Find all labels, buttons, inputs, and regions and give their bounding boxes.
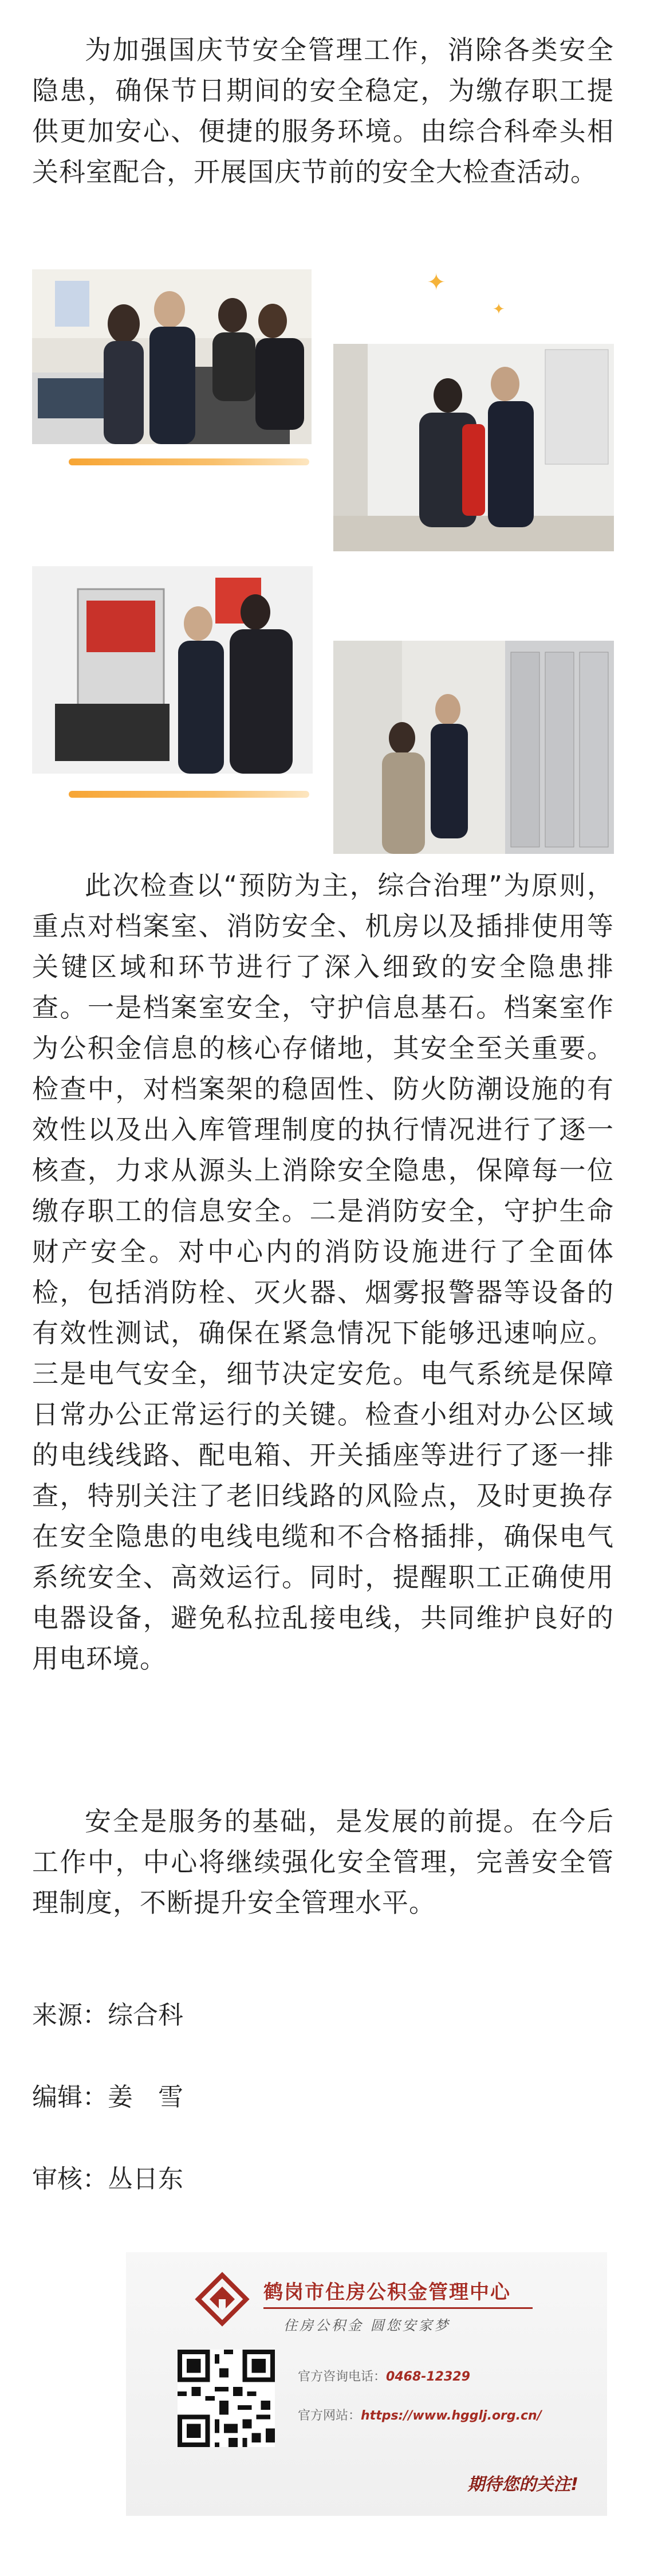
decor-bar	[69, 791, 309, 798]
sparkle-icon: ✦	[493, 301, 505, 318]
closing-paragraph: 安全是服务的基础，是发展的前提。在今后工作中，中心将继续强化安全管理，完善安全管理制度，不断提升安全管理水平。	[32, 1806, 614, 1918]
reviewer-line: 审核：丛日东	[32, 2165, 183, 2194]
sparkle-icon: ✦	[427, 269, 446, 296]
website-label: 官方网站：	[298, 2409, 361, 2423]
intro-paragraph: 为加强国庆节安全管理工作，消除各类安全隐患，确保节日期间的安全稳定，为缴存职工提供更加安心、便捷的服务环境。由综合科牵头相关科室配合，开展国庆节前的安全大检查活动。	[32, 34, 614, 187]
editor-line: 编辑：姜 雪	[32, 2083, 183, 2112]
org-name: 鹤岗市住房公积金管理中心	[263, 2281, 511, 2304]
qr-code-icon[interactable]	[178, 2350, 275, 2447]
website-line	[298, 2406, 542, 2424]
footer-card	[126, 2252, 607, 2516]
source-line: 来源：综合科	[32, 2001, 183, 2030]
photo-office-inspection	[32, 269, 312, 444]
photo-fire-extinguisher-check	[333, 344, 614, 551]
body-paragraph: 此次检查以“预防为主，综合治理”为原则，重点对档案室、消防安全、机房以及插排使用等关键区域和环节进行了深入细致的安全隐患排查。一是档案室安全，守护信息基石。档案室作为公积金信息的核心存储地，其安全至关重要。检查中，对档案架的稳固性、防火防潮设施的有效性以及出入库管理制度的执行情况进行了逐一核查，力求从源头上消除安全隐患，保障每一位缴存职工的信息安全。二是消防安全，守护生命财产安全。对中心内的消防设施进行了全面体检，包括消防栓、灭火器、烟雾报警器等设备的有效性测试，确保在紧急情况下能够迅速响应。三是电气安全，细节决定安危。电气系统是保障日常办公正常运行的关键。检查小组对办公区域的电线线路、配电箱、开关插座等进行了逐一排查，特别关注了老旧线路的风险点，及时更换存在安全隐患的电线电缆和不合格插排，确保电气系统安全、高效运行。同时，提醒职工正确使用电器设备，避免私拉乱接电线，共同维护良好的用电环境。	[32, 870, 614, 1674]
org-divider	[263, 2307, 533, 2309]
phone-line	[298, 2367, 470, 2385]
follow-message: 期待您的关注!	[467, 2475, 578, 2495]
housing-fund-logo-icon	[195, 2272, 250, 2327]
photo-hydrant-cabinet-check	[32, 566, 313, 774]
org-slogan: 住房公积金 圆您安家梦	[283, 2318, 451, 2334]
phone-number[interactable]: 0468-12329	[386, 2370, 470, 2384]
photo-archive-room-check	[333, 641, 614, 854]
decor-bar	[69, 458, 309, 465]
website-link[interactable]: https://www.hgglj.org.cn/	[361, 2409, 542, 2423]
phone-label: 官方咨询电话：	[298, 2370, 387, 2384]
